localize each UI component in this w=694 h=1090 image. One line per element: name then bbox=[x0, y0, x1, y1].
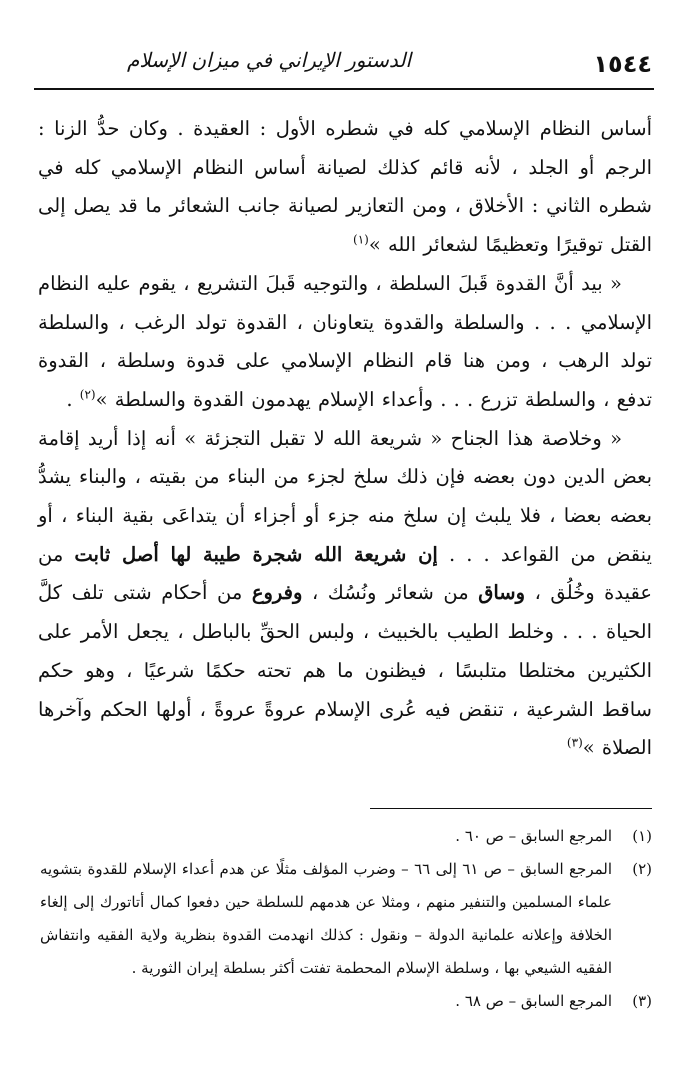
footnote-ref-1: (١) bbox=[353, 232, 369, 247]
body-text bbox=[38, 110, 652, 768]
footnote-3 bbox=[40, 985, 652, 1018]
footnote-1 bbox=[40, 820, 652, 853]
footnote-text: المرجع السابق – ص ٦٨ . bbox=[455, 992, 612, 1010]
header-rule bbox=[34, 88, 654, 90]
paragraph-3-text-d: من شعائر ونُسُك ، bbox=[302, 581, 479, 605]
footnote-ref-2: (٢) bbox=[79, 387, 96, 402]
footnote-ref-3: (٣) bbox=[566, 735, 583, 750]
footnotes bbox=[40, 820, 652, 1018]
paragraph-1 bbox=[38, 110, 652, 265]
running-title: الدستور الإيراني في ميزان الإسلام bbox=[126, 48, 411, 72]
page-number: ١٥٤٤ bbox=[593, 50, 652, 78]
bold-word-saq: وساق bbox=[478, 581, 526, 605]
paragraph-2-end: . bbox=[66, 387, 80, 411]
footnote-text: المرجع السابق – ص ٦٠ . bbox=[455, 827, 612, 845]
footnote-text: المرجع السابق – ص ٦١ إلى ٦٦ – وضرب المؤلف مثلًا عن هدم أعداء الإسلام للقدوة بتشويه علماء المسلمين والتنفير منهم ، ومثلا عن هدمهم للسلطة حين دفعوا كمال أتاتورك إلى إلغاء الخلافة وإعلانه علمانية الدولة – ونقول : كذلك انهدمت القدوة بنظرية ولاية الفقيه وانتفاش الفقيه الشيعي بها ، وسلطة الإسلام المحطمة تفتت أكثر بسلطة إيران الثورية . bbox=[40, 860, 612, 977]
page-header bbox=[34, 48, 652, 88]
paragraph-3-text-c: من عقيدة وخُلُق ، bbox=[38, 542, 652, 605]
paragraph-2 bbox=[38, 265, 652, 420]
bold-word-furu: وفروع bbox=[251, 581, 303, 605]
footnote-2 bbox=[40, 853, 652, 985]
paragraph-3 bbox=[38, 420, 652, 768]
paragraph-2-text: « بيد أنَّ القدوة قَبلَ السلطة ، والتوجيه قَبلَ التشريع ، يقوم عليه النظام الإسلامي . . . والسلطة والقدوة يتعاونان ، القدوة تولد الرغب ، والسلطة تولد الرهب ، ومن هنا قام النظام الإسلامي على قدوة وسلطة ، القدوة تدفع ، والسلطة تزرع . . . وأعداء الإسلام يهدمون القدوة والسلطة » bbox=[38, 271, 652, 411]
paragraph-1-text: أساس النظام الإسلامي كله في شطره الأول : العقيدة . وكان حدُّ الزنا : الرجم أو الجلد ، لأنه قائم كذلك لصيانة أساس النظام الإسلامي كله في شطره الثاني : الأخلاق ، ومن التعازير لصيانة جانب الشعائر ما قد يصل إلى القتل توقيرًا وتعظيمًا لشعائر الله » bbox=[38, 117, 652, 257]
footnote-separator bbox=[370, 808, 652, 809]
paragraph-3-text-a: « وخلاصة هذا الجناح « شريعة الله لا تقبل التجزئة » أنه إذا أريد إقامة بعض الدين دون بعضه فإن ذلك سلخ لجزء من البناء من بقيته ، والبناء يشدُّ بعضه بعضا ، فلا يلبث إن سلخ منه جزء أو أجزاء أن يتداعَى بقية البناء ، أو ينقض من القواعد . . . bbox=[38, 426, 652, 566]
paragraph-3-text-e: من أحكام شتى تلف كلَّ الحياة . . . وخلط الطيب بالخبيث ، ولبس الحقِّ بالباطل ، يجعل الأمر على الكثيرين مختلطا متلبسًا ، فيظنون ما هم تحته حكمًا شرعيًا ، وهو حكم ساقط الشرعية ، تنقض فيه عُرى الإسلام عروةً عروةً ، أولها الحكم وآخرها الصلاة » bbox=[38, 581, 652, 760]
footnote-number: (٢) bbox=[632, 860, 652, 878]
bold-phrase-shajara: إن شريعة الله شجرة طيبة لها أصل ثابت bbox=[74, 542, 438, 566]
footnote-number: (٣) bbox=[632, 992, 652, 1010]
footnote-number: (١) bbox=[632, 827, 652, 845]
